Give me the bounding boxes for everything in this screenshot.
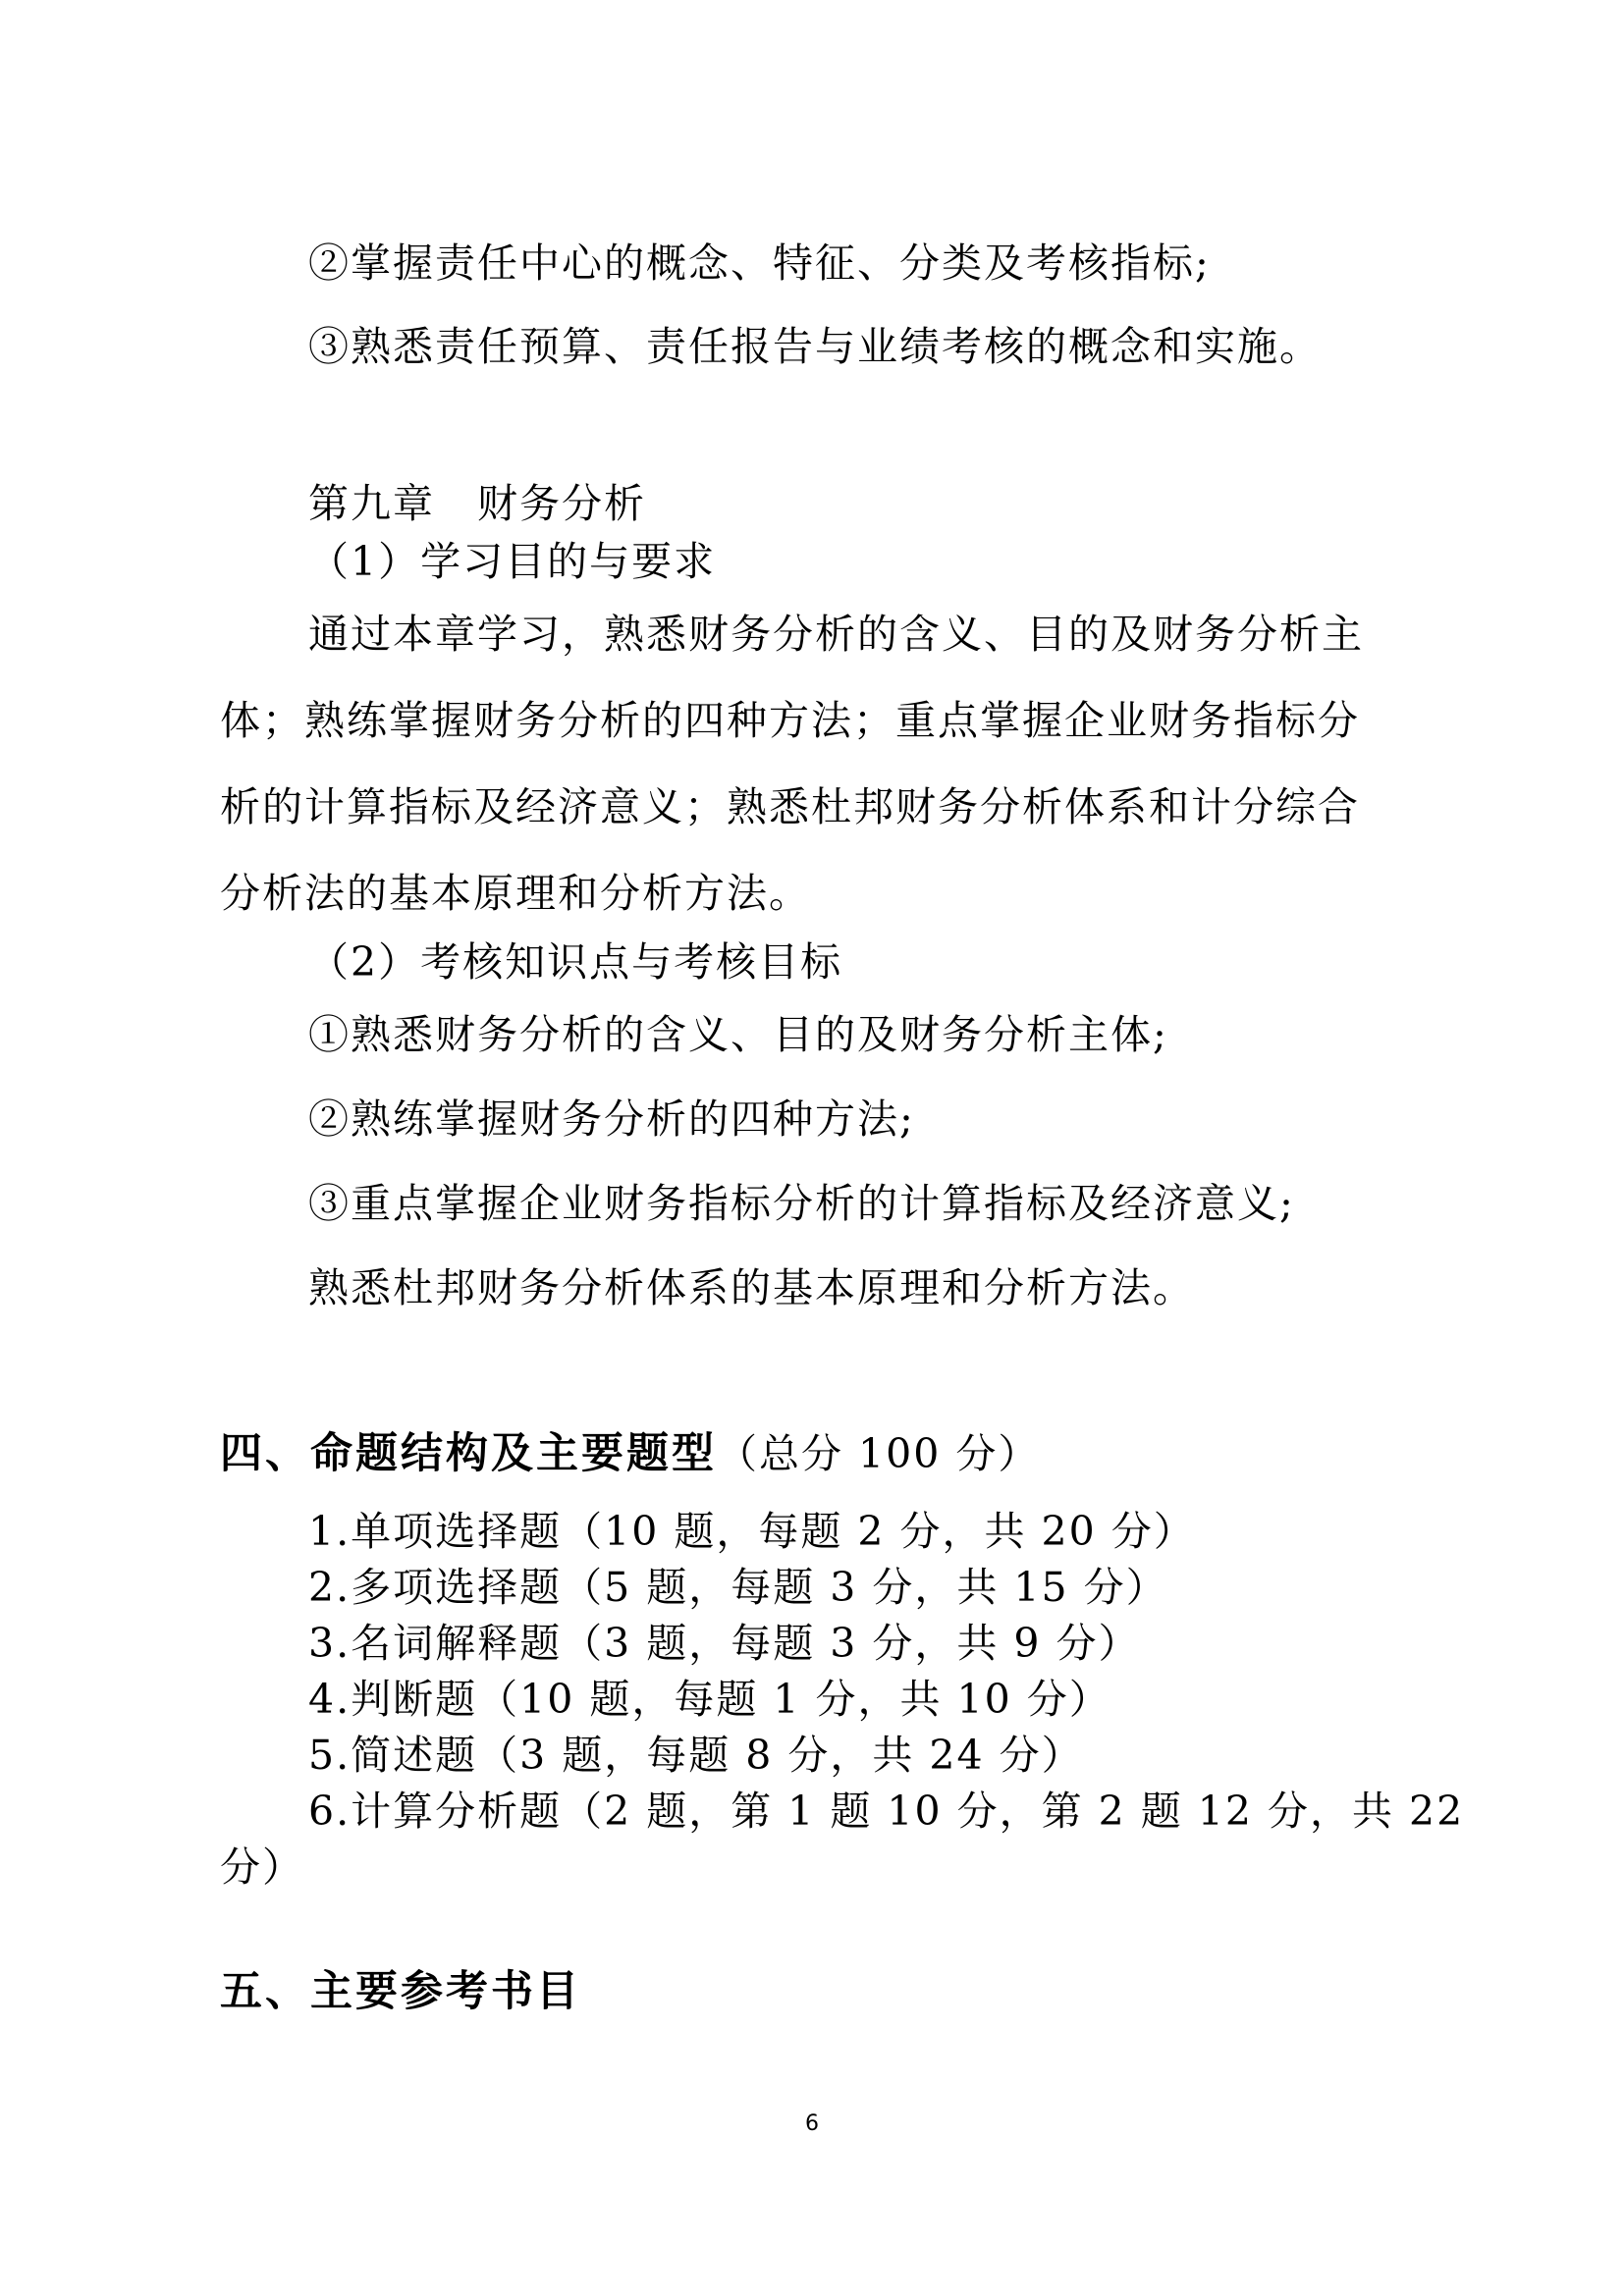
section4-heading: [220, 1429, 1041, 1478]
ch9-knowledge-point-3: ③重点掌握企业财务指标分析的计算指标及经济意义;: [308, 1180, 1295, 1227]
ch9-knowledge-point-2: ②熟练掌握财务分析的四种方法;: [308, 1095, 915, 1143]
ch9-knowledge-point-4: 熟悉杜邦财务分析体系的基本原理和分析方法。: [308, 1264, 1195, 1311]
chapter9-title: 第九章 财务分析: [308, 480, 646, 527]
question-type-item: 1.单项选择题（10 题，每题 2 分，共 20 分）: [308, 1508, 1196, 1555]
ch9-objectives-paragraph-line: 析的计算指标及经济意义；熟悉杜邦财务分析体系和计分综合: [220, 783, 1360, 830]
section5-heading: 五、主要参考书目: [220, 1967, 581, 2016]
section4-title: 四、命题结构及主要题型: [220, 1429, 717, 1478]
ch9-knowledge-heading: （2）考核知识点与考核目标: [308, 938, 843, 986]
ch9-objectives-paragraph-line: 通过本章学习，熟悉财务分析的含义、目的及财务分析主: [308, 611, 1364, 658]
question-type-item: 6.计算分析题（2 题，第 1 题 10 分，第 2 题 12 分，共 22: [308, 1788, 1465, 1835]
ch9-knowledge-point-1: ①熟悉财务分析的含义、目的及财务分析主体;: [308, 1011, 1168, 1058]
question-type-item-continuation: 分）: [220, 1843, 304, 1891]
question-type-item: 2.多项选择题（5 题，每题 3 分，共 15 分）: [308, 1564, 1168, 1611]
section4-total-score: （总分 100 分）: [717, 1430, 1041, 1477]
ch8-objective-3: ③熟悉责任预算、责任报告与业绩考核的概念和实施。: [308, 323, 1322, 370]
ch9-objectives-paragraph-line: 体；熟练掌握财务分析的四种方法；重点掌握企业财务指标分: [220, 697, 1360, 744]
question-type-item: 5.简述题（3 题，每题 8 分，共 24 分）: [308, 1732, 1084, 1779]
ch9-objectives-paragraph-line: 分析法的基本原理和分析方法。: [220, 870, 811, 917]
ch8-objective-2: ②掌握责任中心的概念、特征、分类及考核指标;: [308, 240, 1211, 287]
question-type-item: 3.名词解释题（3 题，每题 3 分，共 9 分）: [308, 1620, 1141, 1667]
ch9-objectives-heading: （1）学习目的与要求: [308, 538, 717, 585]
question-type-item: 4.判断题（10 题，每题 1 分，共 10 分）: [308, 1676, 1111, 1723]
page-number: 6: [805, 2111, 819, 2136]
